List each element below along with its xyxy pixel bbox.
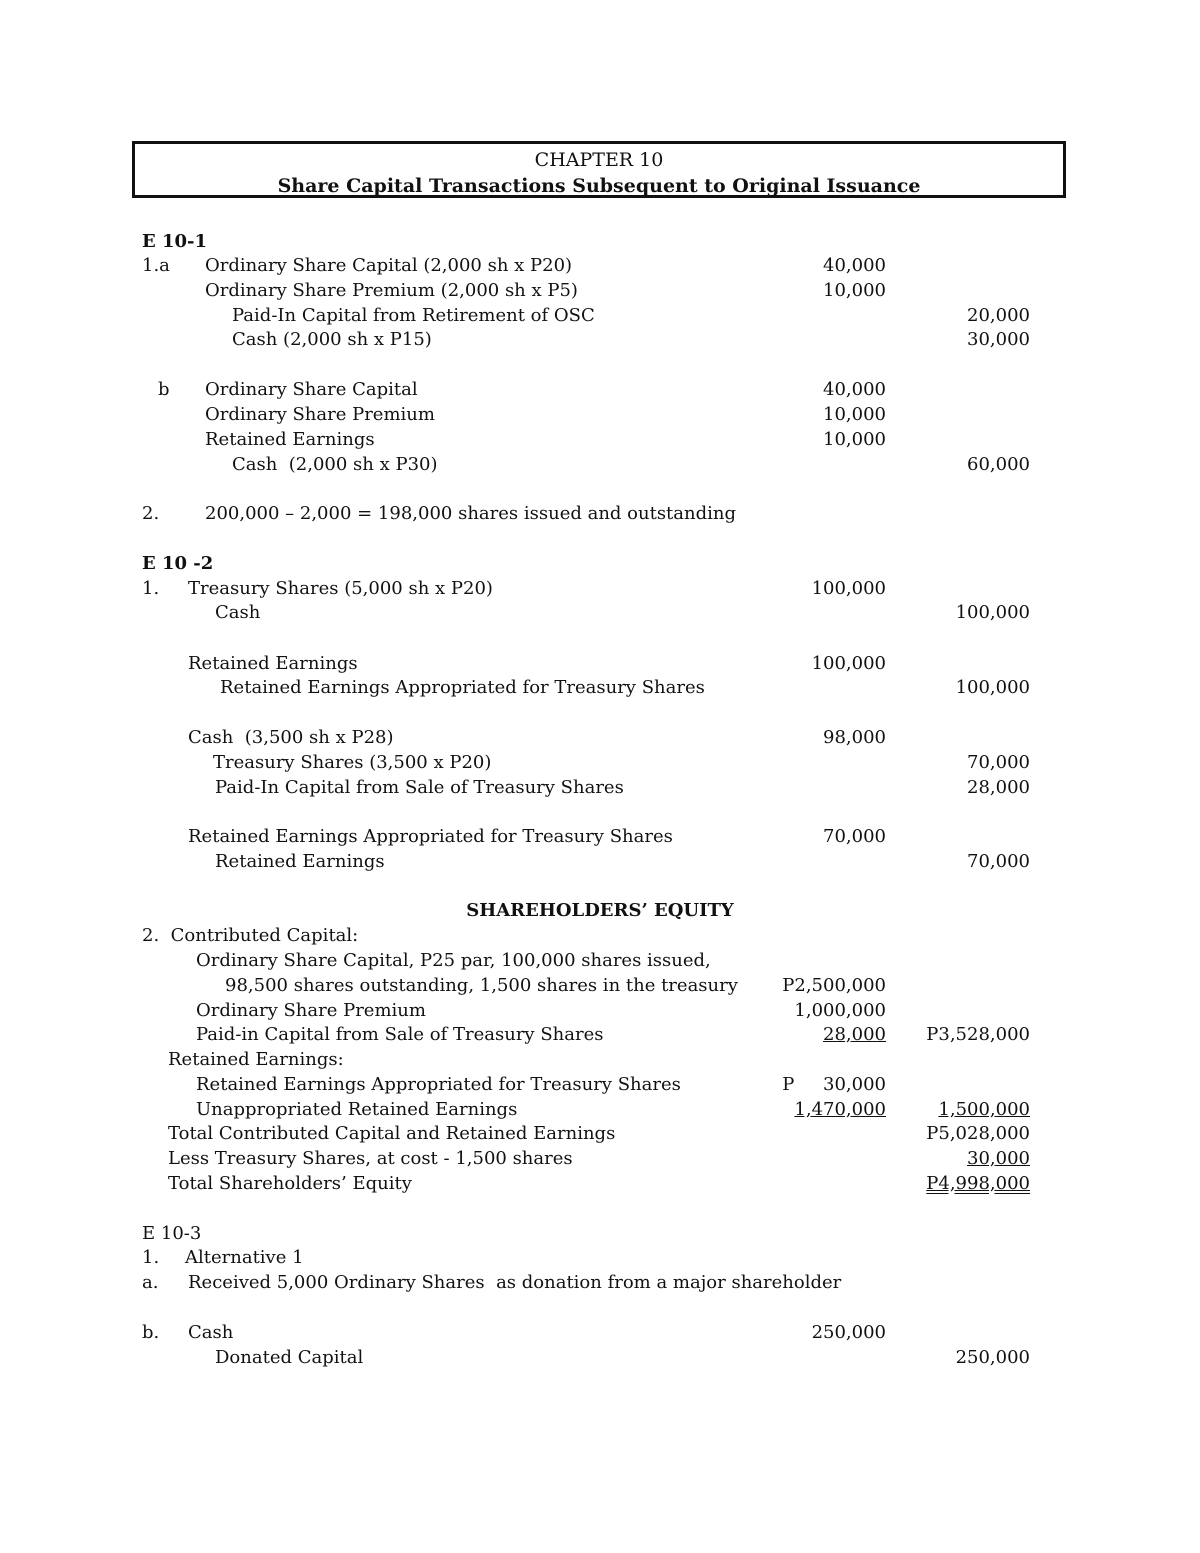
- osc-amount: P2,500,000: [782, 975, 886, 996]
- less-treasury-label: Less Treasury Shares, at cost - 1,500 shares: [168, 1148, 573, 1169]
- credit-amount: 70,000: [967, 752, 1030, 773]
- total-equity-label: Total Shareholders’ Equity: [168, 1173, 412, 1194]
- debit-amount: 250,000: [811, 1322, 886, 1343]
- exercise-heading-e10-3: E 10-3: [142, 1223, 202, 1244]
- journal-account: Cash: [215, 602, 261, 623]
- debit-amount: 40,000: [823, 255, 886, 276]
- shares-outstanding-note: 200,000 – 2,000 = 198,000 shares issued and outstanding: [205, 503, 737, 524]
- contributed-capital-heading: 2. Contributed Capital:: [142, 925, 359, 946]
- journal-account: Cash: [188, 1322, 234, 1343]
- journal-account: Ordinary Share Capital (2,000 sh x P20): [205, 255, 573, 276]
- debit-amount: 10,000: [823, 429, 886, 450]
- rea-amount: P 30,000: [782, 1074, 886, 1095]
- debit-amount: 98,000: [823, 727, 886, 748]
- credit-amount: 20,000: [967, 305, 1030, 326]
- item-label-1: 1.: [142, 578, 160, 599]
- debit-amount: 100,000: [811, 578, 886, 599]
- item-label-a: a.: [142, 1272, 159, 1293]
- item-label-b: b: [158, 379, 170, 400]
- item-label-1a: 1.a: [142, 255, 170, 276]
- total-equity-amount: [870, 1172, 1030, 1196]
- chapter-number: CHAPTER 10: [534, 149, 664, 171]
- less-treasury-value: 30,000: [967, 1148, 1030, 1169]
- ure-amount-value: 1,470,000: [794, 1099, 886, 1120]
- credit-amount: 100,000: [955, 602, 1030, 623]
- journal-account: Ordinary Share Capital: [205, 379, 418, 400]
- journal-account: Retained Earnings Appropriated for Treasury Shares: [220, 677, 705, 698]
- total-cc-re-amount: P5,028,000: [926, 1123, 1030, 1144]
- debit-amount: 40,000: [823, 379, 886, 400]
- rea-label: Retained Earnings Appropriated for Treasury Shares: [196, 1074, 681, 1095]
- item-label-2: 2.: [142, 503, 160, 524]
- journal-account: Retained Earnings: [205, 429, 375, 450]
- retained-earnings-total: [870, 1098, 1030, 1122]
- journal-account: Cash (2,000 sh x P15): [232, 329, 432, 350]
- exercise-heading-e10-1: E 10-1: [142, 231, 208, 252]
- osc-description: Ordinary Share Capital, P25 par, 100,000 shares issued,: [196, 950, 711, 971]
- credit-amount: 60,000: [967, 454, 1030, 475]
- chapter-title: Share Capital Transactions Subsequent to Original Issuance: [277, 175, 921, 197]
- journal-account: Paid-In Capital from Retirement of OSC: [232, 305, 595, 326]
- pic-label: Paid-in Capital from Sale of Treasury Shares: [196, 1024, 604, 1045]
- journal-account: Cash (2,000 sh x P30): [232, 454, 438, 475]
- re-total-value: 1,500,000: [938, 1099, 1030, 1120]
- journal-account: Cash (3,500 sh x P28): [188, 727, 394, 748]
- credit-amount: 28,000: [967, 777, 1030, 798]
- debit-amount: 100,000: [811, 653, 886, 674]
- journal-account: Retained Earnings Appropriated for Treasury Shares: [188, 826, 673, 847]
- debit-amount: 70,000: [823, 826, 886, 847]
- ure-label: Unappropriated Retained Earnings: [196, 1099, 518, 1120]
- pic-amount-value: 28,000: [823, 1024, 886, 1045]
- chapter-header-box: [132, 141, 1066, 198]
- item-label-b: b.: [142, 1322, 160, 1343]
- journal-account: Retained Earnings: [188, 653, 358, 674]
- exercise-heading-e10-2: E 10 -2: [142, 553, 214, 574]
- journal-account: Treasury Shares (3,500 x P20): [213, 752, 492, 773]
- contributed-capital-total: P3,528,000: [926, 1024, 1030, 1045]
- less-treasury-amount: [870, 1147, 1030, 1171]
- journal-account: Donated Capital: [215, 1347, 364, 1368]
- donation-note: Received 5,000 Ordinary Shares as donation from a major shareholder: [188, 1272, 842, 1293]
- total-equity-value: P4,998,000: [926, 1173, 1030, 1194]
- alternative-label: Alternative 1: [185, 1247, 304, 1268]
- osp-amount: 1,000,000: [794, 1000, 886, 1021]
- journal-account: Ordinary Share Premium (2,000 sh x P5): [205, 280, 578, 301]
- pic-amount: [726, 1023, 886, 1047]
- osp-label: Ordinary Share Premium: [196, 1000, 426, 1021]
- osc-description-cont: 98,500 shares outstanding, 1,500 shares in the treasury: [225, 975, 738, 996]
- ure-amount: [726, 1098, 886, 1122]
- journal-account: Ordinary Share Premium: [205, 404, 435, 425]
- credit-amount: 70,000: [967, 851, 1030, 872]
- journal-account: Treasury Shares (5,000 sh x P20): [188, 578, 493, 599]
- credit-amount: 250,000: [955, 1347, 1030, 1368]
- journal-account: Paid-In Capital from Sale of Treasury Shares: [215, 777, 624, 798]
- equity-heading: SHAREHOLDERS’ EQUITY: [466, 900, 734, 921]
- total-cc-re-label: Total Contributed Capital and Retained Earnings: [168, 1123, 616, 1144]
- debit-amount: 10,000: [823, 280, 886, 301]
- debit-amount: 10,000: [823, 404, 886, 425]
- credit-amount: 100,000: [955, 677, 1030, 698]
- journal-account: Retained Earnings: [215, 851, 385, 872]
- retained-earnings-heading: Retained Earnings:: [168, 1049, 344, 1070]
- credit-amount: 30,000: [967, 329, 1030, 350]
- item-label-1: 1.: [142, 1247, 160, 1268]
